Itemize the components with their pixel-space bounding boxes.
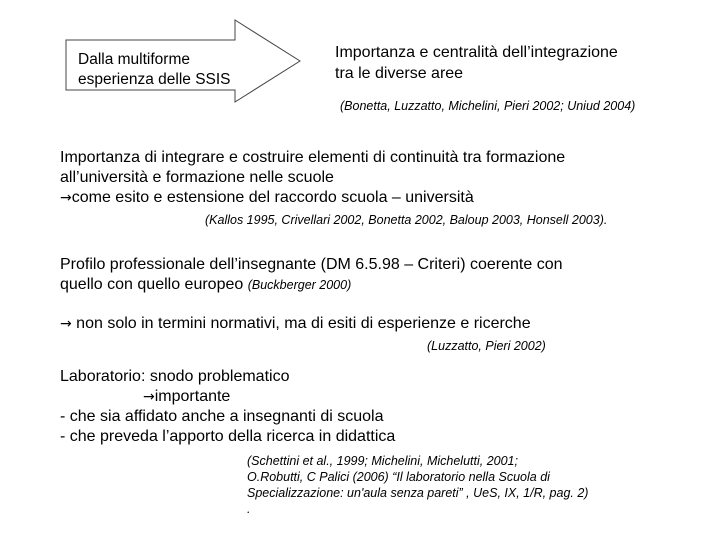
- block1-line2: all’università e formazione nelle scuole: [60, 169, 334, 186]
- block4-line2-row: [143, 387, 230, 407]
- arrow-label-line2: esperienza delle SSIS: [78, 71, 231, 88]
- block2-line1: Profilo professionale dell’insegnante (DM 6.5.98 – Criteri) coerente con: [60, 256, 563, 273]
- block1-citation: (Kallos 1995, Crivellari 2002, Bonetta 2002, Baloup 2003, Honsell 2003).: [205, 213, 608, 227]
- block2-line2-row: [60, 275, 351, 295]
- heading-line1: Importanza e centralità dell’integrazione: [335, 44, 618, 61]
- block4-line1: Laboratorio: snodo problematico: [60, 368, 290, 385]
- arrow-right-icon: →: [143, 389, 155, 405]
- block4-line4: - che preveda l’apporto della ricerca in didattica: [60, 428, 396, 445]
- block2-citation: (Buckberger 2000): [247, 278, 352, 292]
- block2-line2: quello con quello europeo: [60, 276, 244, 293]
- block4-citation-line4: .: [247, 502, 251, 516]
- block3-line1-row: [60, 314, 531, 334]
- block4-citation-line1: (Schettini et al., 1999; Michelini, Michelutti, 2001;: [247, 454, 518, 468]
- block4-citation-line3: Specializzazione: un'aula senza pareti” , UeS, IX, 1/R, pag. 2): [247, 486, 589, 500]
- block1-line1: Importanza di integrare e costruire elementi di continuità tra formazione: [60, 149, 566, 166]
- heading: [335, 42, 685, 84]
- block4-citation-line2: O.Robutti, C Palici (2006) “Il laboratorio nella Scuola di: [247, 470, 550, 484]
- block3-line1: non solo in termini normativi, ma di esiti di esperienze e ricerche: [71, 315, 531, 332]
- block4-line3: - che sia affidato anche a insegnanti di scuola: [60, 408, 384, 425]
- arrow-right-icon: →: [60, 190, 72, 206]
- block3-citation: (Luzzatto, Pieri 2002): [427, 339, 546, 353]
- heading-citation: (Bonetta, Luzzatto, Michelini, Pieri 2002; Uniud 2004): [340, 99, 636, 113]
- arrow-right-icon: →: [60, 316, 72, 332]
- arrow-label: [78, 50, 268, 90]
- heading-line2: tra le diverse aree: [335, 65, 464, 82]
- arrow-label-line1: Dalla multiforme: [78, 51, 190, 68]
- block1-line3: come esito e estensione del raccordo scuola – università: [71, 189, 474, 206]
- block1-line3-row: [60, 188, 474, 208]
- block4-line2: importante: [154, 388, 231, 405]
